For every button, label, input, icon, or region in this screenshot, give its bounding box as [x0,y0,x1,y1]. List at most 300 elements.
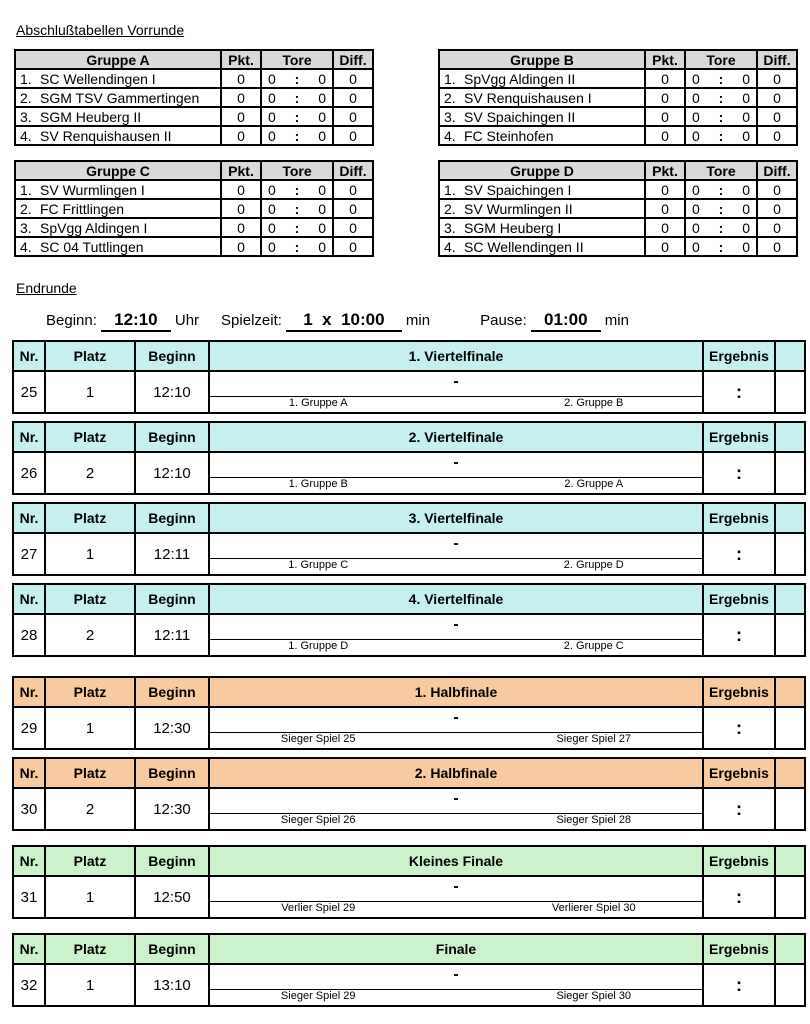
team-points: 0 [645,126,685,145]
match-platz: 2 [46,453,136,493]
team-name: FC Frittlingen [40,200,125,217]
team-name: SC 04 Tuttlingen [40,238,144,255]
col-diff: Diff. [333,50,373,69]
col-beginn: Beginn [136,585,210,613]
col-nr: Nr. [14,847,46,875]
match-result: : [704,615,776,655]
team-name: FC Steinhofen [464,127,554,144]
team-away: Sieger Spiel 27 [556,733,632,745]
group-row [439,199,797,218]
team-points: 0 [645,218,685,237]
col-diff: Diff. [757,161,797,180]
goals-for: 0 [268,89,276,106]
match-title: 2. Viertelfinale [210,423,704,451]
match-extra-cell [776,534,804,574]
team-rank: 4. [20,127,32,144]
col-platz: Platz [46,504,136,532]
col-extra [776,935,804,963]
team-diff: 0 [757,180,797,199]
col-extra [776,847,804,875]
group-row [439,237,797,256]
team-home: 1. Gruppe C [288,559,349,571]
match-extra-cell [776,708,804,748]
col-tore: Tore [685,50,757,69]
col-nr: Nr. [14,504,46,532]
match-nr: 30 [14,789,46,829]
goals-separator: : [718,127,724,144]
team-name: SpVgg Aldingen II [464,70,576,87]
match-beginn: 12:10 [136,453,210,493]
match-title: 4. Viertelfinale [210,585,704,613]
goals-against: 0 [742,70,750,87]
match-extra-cell [776,877,804,917]
match-pairing [210,615,704,655]
goals-for: 0 [692,181,700,198]
match-nr: 31 [14,877,46,917]
goals-against: 0 [318,200,326,217]
team-goals [261,180,333,199]
match-row [14,453,804,493]
team-points: 0 [645,88,685,107]
team-diff: 0 [757,218,797,237]
group-row [439,69,797,88]
match-nr: 29 [14,708,46,748]
team-cell [15,107,221,126]
team-rank: 1. [444,181,456,198]
team-rank: 4. [444,127,456,144]
team-goals [685,107,757,126]
goals-against: 0 [742,89,750,106]
team-points: 0 [645,199,685,218]
col-beginn: Beginn [136,759,210,787]
match-block [12,502,806,576]
goals-for: 0 [268,200,276,217]
match-header [14,847,804,877]
col-platz: Platz [46,935,136,963]
team-cell [15,199,221,218]
team-cell [15,69,221,88]
team-rank: 4. [20,238,32,255]
col-ergebnis: Ergebnis [704,504,776,532]
match-pairing [210,789,704,829]
match-pairing [210,965,704,1005]
col-tore: Tore [685,161,757,180]
match-pairing [210,877,704,917]
match-pairing [210,534,704,574]
goals-separator: : [718,108,724,125]
pause-label: Pause: [480,312,527,329]
goals-for: 0 [692,219,700,236]
goals-separator: : [718,200,724,217]
match-nr: 32 [14,965,46,1005]
team-rank: 3. [20,108,32,125]
team-cell [439,180,645,199]
team-cell [439,126,645,145]
match-block [12,421,806,495]
match-header [14,585,804,615]
group-name: Gruppe C [15,161,221,180]
match-extra-cell [776,615,804,655]
beginn-value: 12:10 [101,310,171,332]
team-goals [685,199,757,218]
team-rank: 1. [444,70,456,87]
col-ergebnis: Ergebnis [704,935,776,963]
match-result: : [704,453,776,493]
match-platz: 1 [46,965,136,1005]
goals-for: 0 [692,89,700,106]
col-beginn: Beginn [136,423,210,451]
team-points: 0 [221,180,261,199]
team-away: 2. Gruppe B [564,397,624,409]
team-points: 0 [221,199,261,218]
team-points: 0 [645,69,685,88]
match-result: : [704,534,776,574]
match-beginn: 12:10 [136,372,210,412]
match-title: 1. Halbfinale [210,678,704,706]
match-block [12,757,806,831]
goals-separator: : [294,70,300,87]
team-cell [15,88,221,107]
match-row [14,877,804,917]
col-tore: Tore [261,50,333,69]
goals-for: 0 [268,219,276,236]
match-result: : [704,372,776,412]
match-result: : [704,877,776,917]
team-home: 1. Gruppe B [288,478,348,490]
match-block [12,583,806,657]
team-name: SV Wurmlingen II [464,200,573,217]
col-extra [776,678,804,706]
team-rank: 2. [444,89,456,106]
team-diff: 0 [333,199,373,218]
team-goals [261,69,333,88]
team-home: Sieger Spiel 25 [280,733,356,745]
match-extra-cell [776,789,804,829]
goals-separator: : [294,108,300,125]
match-platz: 2 [46,789,136,829]
goals-against: 0 [318,127,326,144]
heading-vorrunde: Abschlußtabellen Vorrunde [16,22,185,38]
goals-separator: : [718,89,724,106]
col-nr: Nr. [14,678,46,706]
match-beginn: 12:11 [136,615,210,655]
col-platz: Platz [46,423,136,451]
min-label-1: min [405,312,431,329]
match-extra-cell [776,453,804,493]
goals-for: 0 [268,70,276,87]
team-goals [685,180,757,199]
group-row [15,126,373,145]
team-name: SGM TSV Gammertingen [40,89,200,106]
team-diff: 0 [333,88,373,107]
group-name: Gruppe D [439,161,645,180]
col-ergebnis: Ergebnis [704,847,776,875]
match-row [14,789,804,829]
goals-separator: : [294,181,300,198]
group-row [15,88,373,107]
goals-for: 0 [268,108,276,125]
match-platz: 1 [46,877,136,917]
team-points: 0 [221,107,261,126]
spielzeit-label: Spielzeit: [221,312,282,329]
col-extra [776,759,804,787]
pairing-dash: - [453,878,459,895]
pairing-line [210,396,702,397]
match-platz: 1 [46,534,136,574]
match-beginn: 12:11 [136,534,210,574]
team-home: 1. Gruppe D [288,640,349,652]
match-pairing [210,372,704,412]
group-name: Gruppe B [439,50,645,69]
group-table [438,49,798,146]
match-title: 1. Viertelfinale [210,342,704,370]
col-extra [776,585,804,613]
goals-against: 0 [742,181,750,198]
team-away: 2. Gruppe D [563,559,624,571]
team-goals [685,237,757,256]
match-platz: 1 [46,372,136,412]
goals-against: 0 [318,181,326,198]
team-goals [685,69,757,88]
group-row [15,69,373,88]
match-block [12,933,806,1007]
team-home: 1. Gruppe A [288,397,348,409]
team-rank: 3. [20,219,32,236]
col-platz: Platz [46,678,136,706]
match-extra-cell [776,372,804,412]
team-rank: 2. [444,200,456,217]
goals-separator: : [718,181,724,198]
team-cell [439,107,645,126]
match-block [12,340,806,414]
group-row [439,218,797,237]
team-name: SV Renquishausen II [40,127,172,144]
col-nr: Nr. [14,342,46,370]
team-diff: 0 [333,126,373,145]
col-pkt: Pkt. [221,161,261,180]
team-goals [261,107,333,126]
match-extra-cell [776,965,804,1005]
uhr-label: Uhr [174,312,200,329]
match-result: : [704,708,776,748]
team-rank: 2. [20,89,32,106]
pairing-line [210,639,702,640]
col-extra [776,423,804,451]
team-goals [261,88,333,107]
team-home: Sieger Spiel 29 [280,990,356,1002]
group-table [14,49,374,146]
col-beginn: Beginn [136,678,210,706]
team-away: 2. Gruppe A [564,478,624,490]
team-goals [261,199,333,218]
match-platz: 1 [46,708,136,748]
match-title: 2. Halbfinale [210,759,704,787]
team-rank: 2. [20,200,32,217]
pairing-line [210,558,702,559]
col-diff: Diff. [757,50,797,69]
match-row [14,372,804,412]
match-row [14,534,804,574]
team-goals [685,126,757,145]
team-diff: 0 [333,107,373,126]
team-name: SV Spaichingen I [464,181,572,198]
goals-against: 0 [742,108,750,125]
team-points: 0 [221,88,261,107]
col-nr: Nr. [14,935,46,963]
match-header [14,342,804,372]
col-pkt: Pkt. [645,161,685,180]
col-nr: Nr. [14,759,46,787]
team-name: SV Spaichingen II [464,108,576,125]
pairing-dash: - [453,373,459,390]
team-diff: 0 [333,237,373,256]
team-goals [261,237,333,256]
col-beginn: Beginn [136,504,210,532]
team-points: 0 [221,69,261,88]
match-result: : [704,965,776,1005]
col-ergebnis: Ergebnis [704,585,776,613]
group-row [15,237,373,256]
team-cell [15,218,221,237]
match-beginn: 12:30 [136,708,210,748]
col-extra [776,342,804,370]
team-goals [685,88,757,107]
goals-for: 0 [692,127,700,144]
goals-separator: : [294,200,300,217]
team-rank: 3. [444,219,456,236]
col-ergebnis: Ergebnis [704,678,776,706]
goals-against: 0 [742,238,750,255]
group-row [439,126,797,145]
team-diff: 0 [757,126,797,145]
match-title: Kleines Finale [210,847,704,875]
match-title: Finale [210,935,704,963]
goals-for: 0 [692,70,700,87]
match-block [12,845,806,919]
team-goals [261,126,333,145]
col-platz: Platz [46,759,136,787]
col-ergebnis: Ergebnis [704,423,776,451]
group-row [15,107,373,126]
team-cell [439,218,645,237]
goals-for: 0 [692,238,700,255]
goals-separator: : [294,89,300,106]
team-diff: 0 [333,180,373,199]
col-nr: Nr. [14,585,46,613]
team-diff: 0 [757,199,797,218]
match-block [12,676,806,750]
goals-against: 0 [318,70,326,87]
col-diff: Diff. [333,161,373,180]
team-diff: 0 [333,218,373,237]
goals-against: 0 [318,89,326,106]
match-result: : [704,789,776,829]
team-diff: 0 [757,237,797,256]
team-rank: 1. [20,70,32,87]
team-cell [439,199,645,218]
pairing-dash: - [453,709,459,726]
team-cell [439,88,645,107]
team-away: Verlierer Spiel 30 [551,902,636,914]
goals-for: 0 [268,238,276,255]
team-diff: 0 [757,88,797,107]
goals-separator: : [294,127,300,144]
group-row [439,180,797,199]
spielzeit-value: 1 x 10:00 [286,310,402,332]
beginn-label: Beginn: [46,312,97,329]
col-nr: Nr. [14,423,46,451]
match-nr: 25 [14,372,46,412]
match-title: 3. Viertelfinale [210,504,704,532]
goals-against: 0 [742,200,750,217]
match-row [14,965,804,1005]
match-beginn: 13:10 [136,965,210,1005]
team-diff: 0 [757,69,797,88]
team-points: 0 [645,180,685,199]
team-cell [15,180,221,199]
goals-against: 0 [318,219,326,236]
group-row [15,199,373,218]
group-row [15,218,373,237]
team-diff: 0 [333,69,373,88]
match-header [14,423,804,453]
team-name: SV Renquishausen I [464,89,592,106]
team-cell [439,237,645,256]
team-cell [15,126,221,145]
goals-against: 0 [742,127,750,144]
team-away: Sieger Spiel 28 [556,814,632,826]
team-points: 0 [221,126,261,145]
goals-separator: : [294,219,300,236]
team-name: SGM Heuberg II [40,108,142,125]
timing-line [46,310,629,332]
group-table [438,160,798,257]
goals-for: 0 [692,108,700,125]
team-name: SpVgg Aldingen I [40,219,148,236]
match-pairing [210,453,704,493]
match-nr: 27 [14,534,46,574]
match-beginn: 12:50 [136,877,210,917]
col-platz: Platz [46,342,136,370]
goals-separator: : [718,70,724,87]
min-label-2: min [604,312,629,329]
goals-separator: : [294,238,300,255]
col-ergebnis: Ergebnis [704,759,776,787]
group-table [14,160,374,257]
pairing-dash: - [453,966,459,983]
team-away: 2. Gruppe C [563,640,624,652]
col-tore: Tore [261,161,333,180]
match-header [14,935,804,965]
col-pkt: Pkt. [645,50,685,69]
team-home: Sieger Spiel 26 [280,814,356,826]
pairing-dash: - [453,790,459,807]
pause-value: 01:00 [531,310,601,332]
goals-separator: : [718,238,724,255]
col-platz: Platz [46,847,136,875]
team-points: 0 [221,218,261,237]
pairing-dash: - [453,454,459,471]
team-rank: 3. [444,108,456,125]
goals-for: 0 [692,200,700,217]
match-header [14,678,804,708]
team-name: SC Wellendingen II [464,238,584,255]
match-platz: 2 [46,615,136,655]
team-diff: 0 [757,107,797,126]
team-rank: 4. [444,238,456,255]
team-points: 0 [221,237,261,256]
pairing-line [210,477,702,478]
